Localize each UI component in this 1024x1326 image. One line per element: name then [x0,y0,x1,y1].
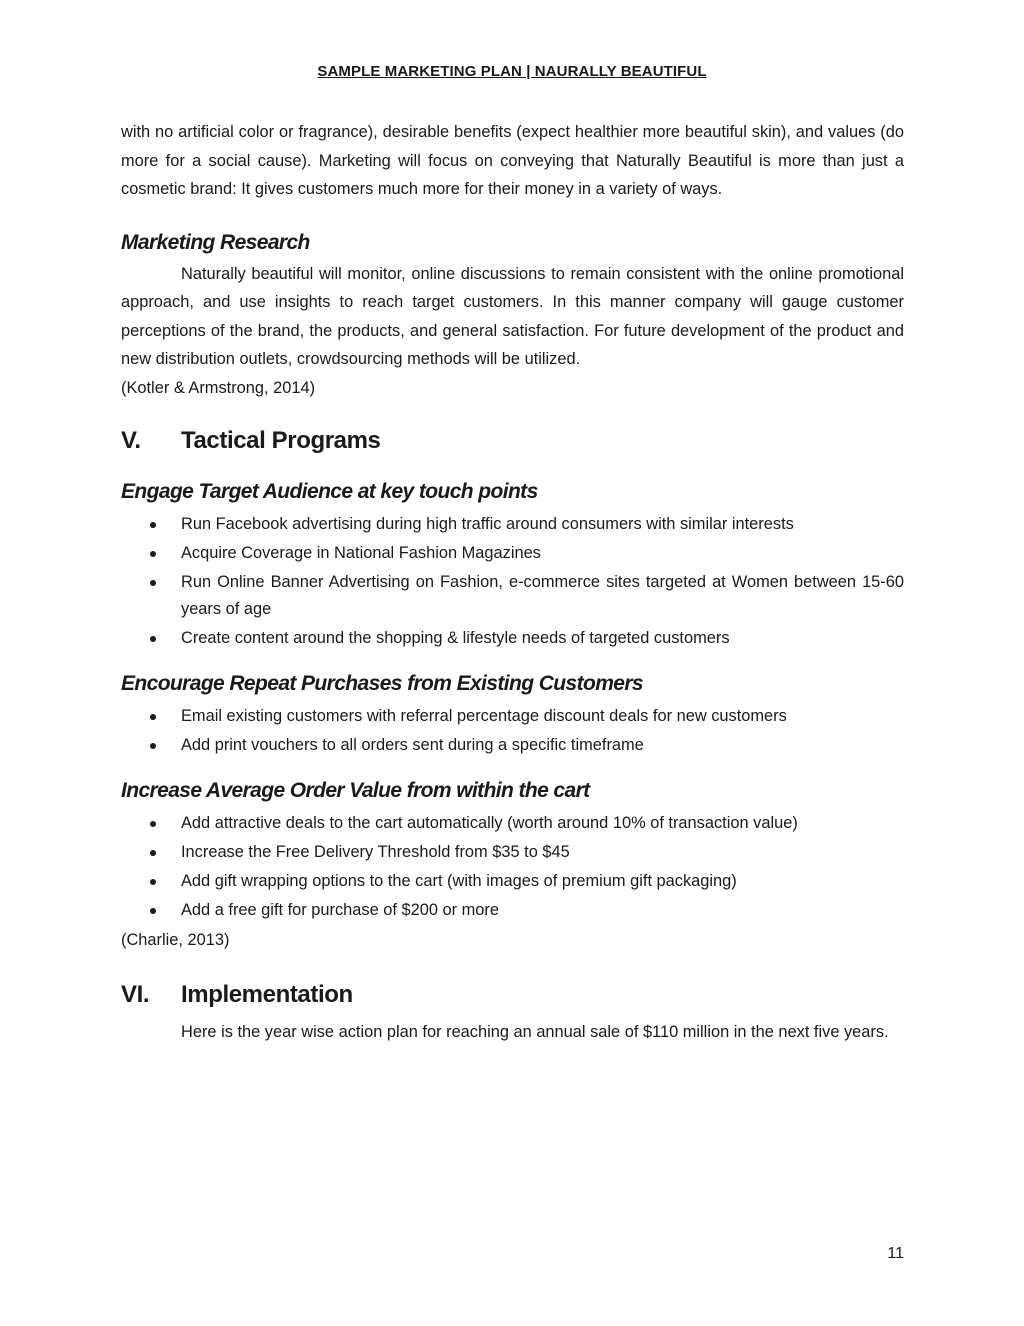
section-v-title: Tactical Programs [181,426,381,454]
engage-heading: Engage Target Audience at key touch points [121,479,538,503]
bullet-icon [150,908,156,914]
list-item: Add a free gift for purchase of $200 or more [121,897,904,924]
bullet-icon [150,522,156,528]
bullet-icon [150,879,156,885]
engage-list [121,511,904,652]
section-v-number: V. [121,426,141,454]
bullet-icon [150,551,156,557]
aov-citation: (Charlie, 2013) [121,930,230,949]
aov-heading: Increase Average Order Value from within the cart [121,778,590,802]
list-item: Add print vouchers to all orders sent during a specific timeframe [121,732,904,759]
list-item: Create content around the shopping & lifestyle needs of targeted customers [121,625,904,652]
list-item: Add gift wrapping options to the cart (with images of premium gift packaging) [121,868,904,895]
list-item: Acquire Coverage in National Fashion Magazines [121,540,904,567]
bullet-icon [150,580,156,586]
bullet-icon [150,821,156,827]
marketing-research-paragraph: Naturally beautiful will monitor, online discussions to remain consistent with the online promotional approach, and use insights to reach target customers. In this manner company will gauge customer perceptions of the brand, the products, and general satisfaction. For future development of the product and new distribution outlets, crowdsourcing methods will be utilized. [121,264,904,368]
intro-paragraph: with no artificial color or fragrance), desirable benefits (expect healthier more beautiful skin), and values (do more for a social cause). Marketing will focus on conveying that Naturally Beautiful is more than just a cosmetic brand: It gives customers much more for their money in a variety of ways. [121,123,904,198]
repeat-heading: Encourage Repeat Purchases from Existing Customers [121,671,643,695]
bullet-icon [150,850,156,856]
list-item: Run Online Banner Advertising on Fashion, e-commerce sites targeted at Women between 15-60 years of age [121,569,904,623]
list-item: Run Facebook advertising during high traffic around consumers with similar interests [121,511,904,538]
marketing-research-citation: (Kotler & Armstrong, 2014) [121,378,316,397]
bullet-icon [150,636,156,642]
page-content [121,118,904,1046]
bullet-icon [150,714,156,720]
list-item: Email existing customers with referral percentage discount deals for new customers [121,703,904,730]
repeat-list [121,703,904,759]
section-vi-title: Implementation [181,980,353,1008]
marketing-research-heading: Marketing Research [121,230,310,254]
section-vi-heading [121,978,904,1012]
running-header: SAMPLE MARKETING PLAN | NAURALLY BEAUTIFUL [317,63,707,80]
section-vi-number: VI. [121,980,150,1008]
implementation-paragraph: Here is the year wise action plan for reaching an annual sale of $110 million in the next five years. [181,1022,889,1041]
section-v-heading [121,424,904,458]
aov-list [121,810,904,924]
page-number: 11 [887,1245,904,1262]
bullet-icon [150,743,156,749]
list-item: Increase the Free Delivery Threshold from $35 to $45 [121,839,904,866]
list-item: Add attractive deals to the cart automatically (worth around 10% of transaction value) [121,810,904,837]
